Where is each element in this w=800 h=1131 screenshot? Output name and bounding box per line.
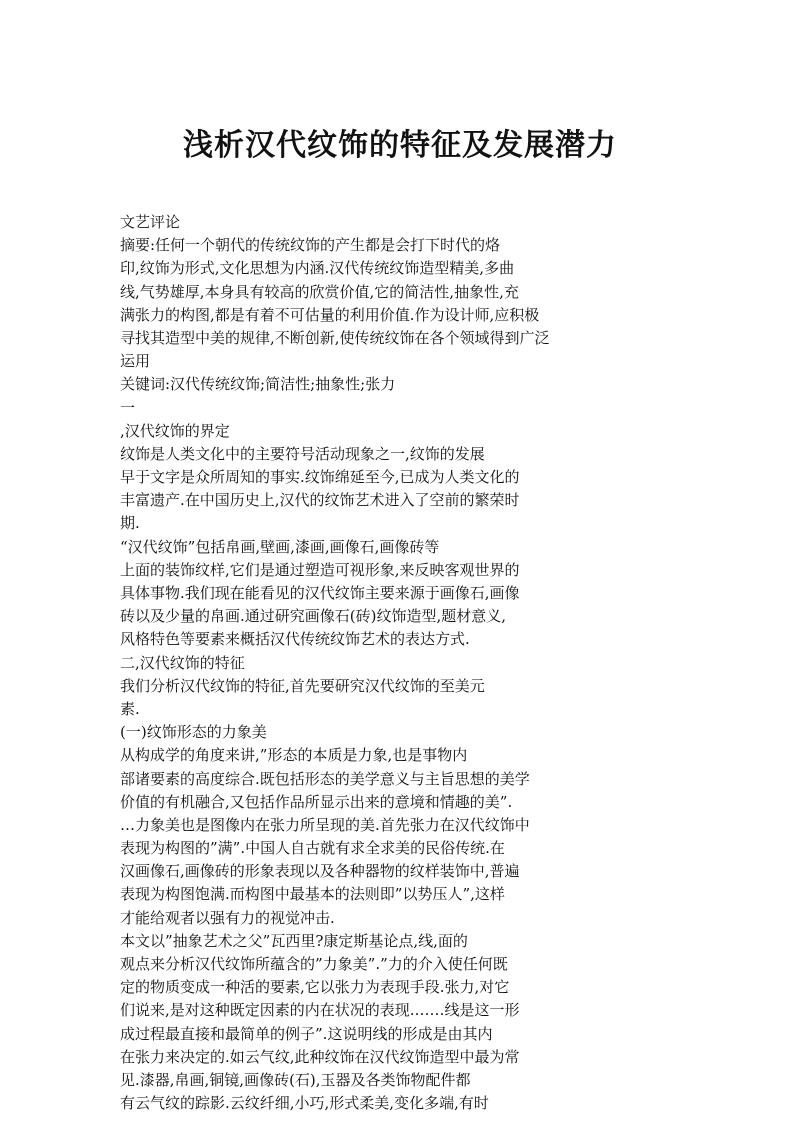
text-line: 成过程最直接和最简单的例子”.这说明线的形成是由其内 [120,1024,493,1043]
text-line: 线,气势雄厚,本身具有较高的欣赏价值,它的简洁性,抽象性,充 [120,282,519,301]
text-line: 丰富遗产.在中国历史上,汉代的纹饰艺术进入了空前的繁荣时 [120,491,520,510]
text-line: 印,纹饰为形式,文化思想为内涵.汉代传统纹饰造型精美,多曲 [120,259,515,278]
text-line: 纹饰是人类文化中的主要符号活动现象之一,纹饰的发展 [120,444,485,463]
text-line: 寻找其造型中美的规律,不断创新,使传统纹饰在各个领域得到广泛 [120,328,550,347]
document-title: 浅析汉代纹饰的特征及发展潜力 [183,128,617,163]
text-line: 有云气纹的踪影.云纹纤细,小巧,形式柔美,变化多端,有时 [120,1094,489,1113]
text-line: 本文以”抽象艺术之父”瓦西里?康定斯基论点,线,面的 [120,931,468,950]
text-line: 从构成学的角度来讲,”形态的本质是力象,也是事物内 [120,746,468,765]
text-line: 关键词:汉代传统纹饰;简洁性;抽象性;张力 [120,375,396,394]
text-line: 运用 [120,352,151,371]
text-line: 早于文字是众所周知的事实.纹饰绵延至今,已成为人类文化的 [120,468,520,487]
text-line: “汉代纹饰”包括帛画,壁画,漆画,画像石,画像砖等 [120,537,440,556]
text-line: 价值的有机融合,又包括作品所显示出来的意境和情趣的美”. [120,792,513,811]
text-line: 一 [120,398,136,417]
text-line: 素. [120,699,140,718]
text-line: 表现为构图饱满.而构图中最基本的法则即”以势压人”,这样 [120,885,505,904]
text-line: 表现为构图的”满”.中国人自古就有求全求美的民俗传统.在 [120,839,505,858]
text-line: 摘要:任何一个朝代的传统纹饰的产生都是会打下时代的烙 [120,236,501,255]
text-line: 们说来,是对这种既定因素的内在状况的表现.……线是这一形 [120,1001,520,1020]
text-line: 期. [120,514,140,533]
text-line: 二,汉代纹饰的特征 [120,653,245,672]
text-line: ,汉代纹饰的界定 [120,421,230,440]
text-line: 定的物质变成一种活的要素,它以张力为表现手段.张力,对它 [120,978,510,997]
text-line: (一)纹饰形态的力象美 [120,723,267,742]
text-line: 风格特色等要素来概括汉代传统纹饰艺术的表达方式. [120,630,470,649]
document-body [120,211,590,1115]
text-line: 见.漆器,帛画,铜镜,画像砖(石),玉器及各类饰物配件都 [120,1070,471,1089]
text-line: 在张力来决定的.如云气纹,此种纹饰在汉代纹饰造型中最为常 [120,1047,520,1066]
text-line: 文艺评论 [120,213,181,231]
text-line: 具体事物.我们现在能看见的汉代纹饰主要来源于画像石,画像 [120,584,520,602]
text-line: 汉画像石,画像砖的形象表现以及各种器物的纹样装饰中,普遍 [120,862,520,881]
text-line: 满张力的构图,都是有着不可估量的利用价值.作为设计师,应积极 [120,305,540,324]
text-line: 观点来分析汉代纹饰所蕴含的”力象美”.”力的介入使任何既 [120,955,508,973]
text-line: 砖以及少量的帛画.通过研究画像石(砖)纹饰造型,题材意义, [120,607,507,626]
text-line: 上面的装饰纹样,它们是通过塑造可视形象,来反映客观世界的 [120,560,520,579]
text-line: 我们分析汉代纹饰的特征,首先要研究汉代纹饰的至美元 [120,676,485,695]
text-line: 部诸要素的高度综合.既包括形态的美学意义与主旨思想的美学 [120,769,530,788]
text-line: 才能给观者以强有力的视觉冲击. [120,908,335,927]
text-line: …力象美也是图像内在张力所呈现的美.首先张力在汉代纹饰中 [120,815,530,834]
